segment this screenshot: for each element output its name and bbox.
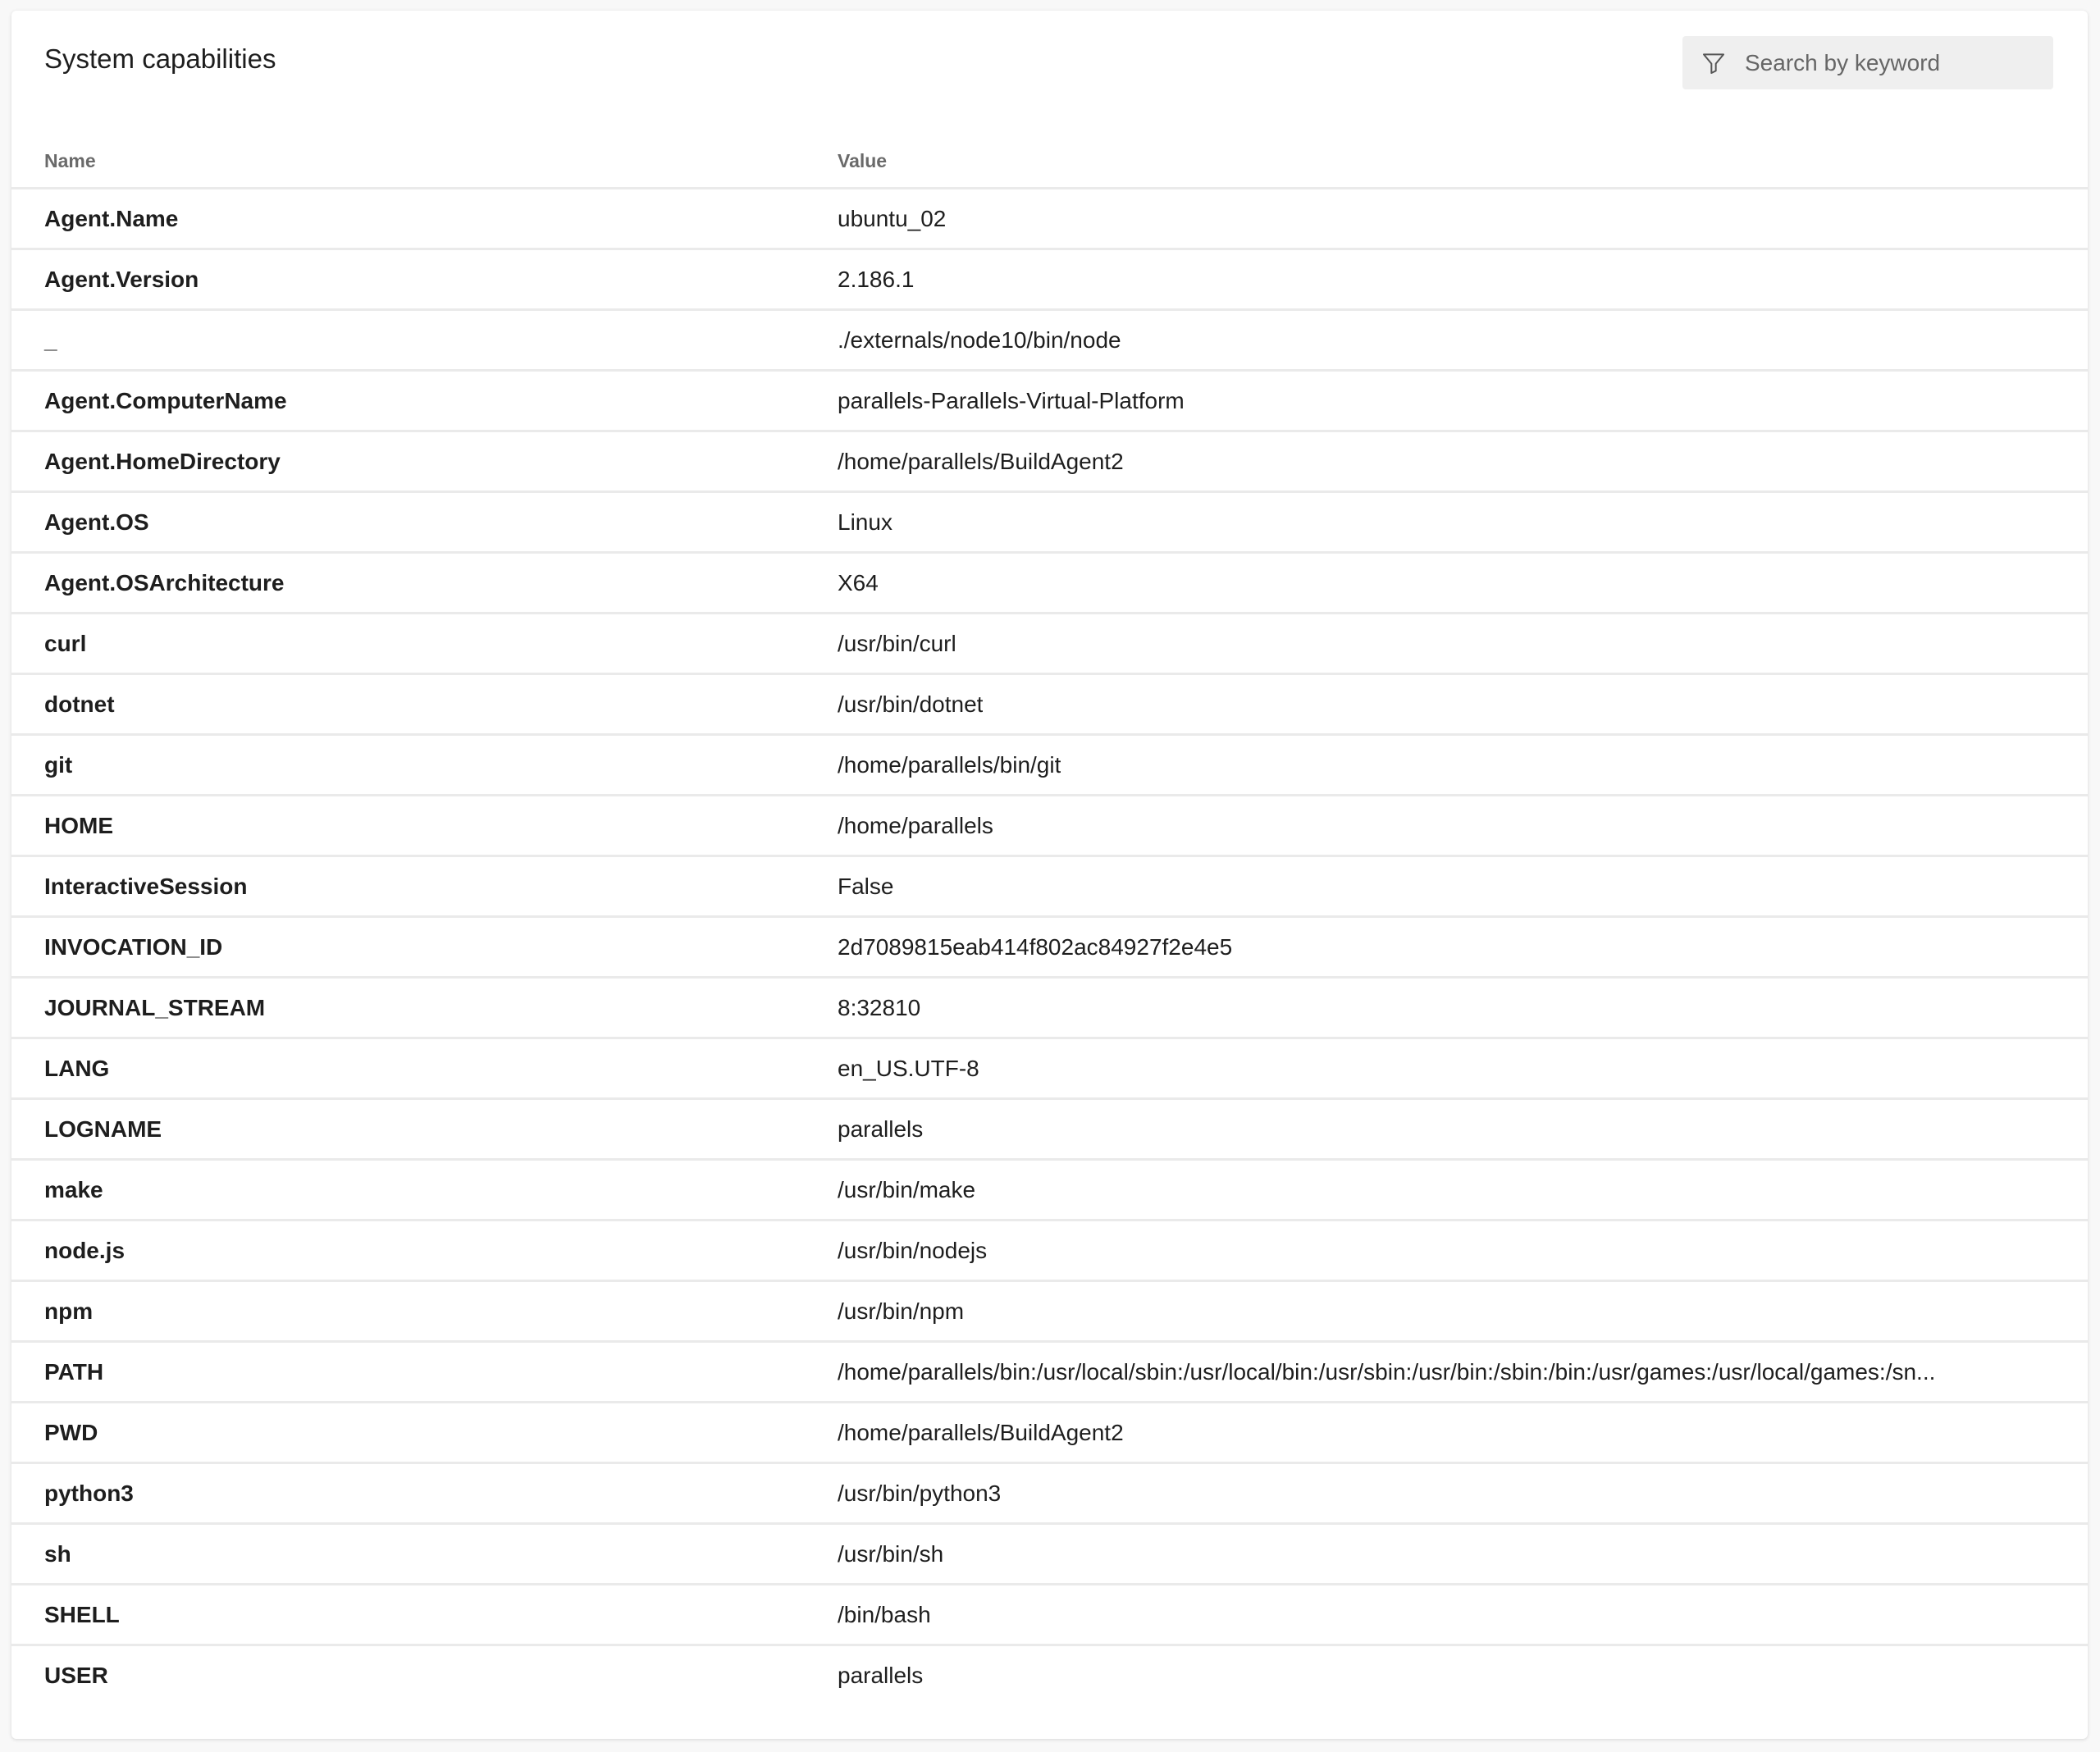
capability-name: python3: [44, 1481, 134, 1506]
capability-name: PWD: [44, 1420, 98, 1445]
capability-value: /usr/bin/make: [838, 1177, 976, 1202]
table-header: [11, 134, 2088, 189]
column-header-value[interactable]: Value: [838, 150, 888, 171]
table-row[interactable]: [11, 372, 2088, 432]
capability-value: 2d7089815eab414f802ac84927f2e4e5: [838, 934, 1233, 960]
capability-value: /usr/bin/npm: [838, 1298, 965, 1324]
capability-value: parallels-Parallels-Virtual-Platform: [838, 388, 1185, 413]
capability-name: sh: [44, 1541, 71, 1567]
table-row[interactable]: [11, 796, 2088, 857]
capability-name: Agent.Version: [44, 267, 199, 292]
capability-value: /home/parallels: [838, 813, 993, 838]
table-row[interactable]: [11, 311, 2088, 372]
table-row[interactable]: [11, 736, 2088, 796]
table-row[interactable]: [11, 189, 2088, 250]
table-row[interactable]: [11, 554, 2088, 614]
filter-icon: [1701, 50, 1727, 76]
capability-name: Agent.ComputerName: [44, 388, 287, 413]
capability-value: /home/parallels/bin/git: [838, 752, 1061, 778]
capability-value: /home/parallels/bin:/usr/local/sbin:/usr/local/bin:/usr/sbin:/usr/bin:/sbin:/bin:/usr/games:/usr/local/games:/sn...: [838, 1359, 1936, 1385]
table-row[interactable]: [11, 918, 2088, 979]
capability-value: Linux: [838, 509, 892, 535]
table-row[interactable]: [11, 1039, 2088, 1100]
capability-name: JOURNAL_STREAM: [44, 995, 266, 1020]
table-row[interactable]: [11, 250, 2088, 311]
capability-value: /bin/bash: [838, 1602, 931, 1627]
capability-name: Agent.OS: [44, 509, 149, 535]
table-row[interactable]: [11, 1646, 2088, 1704]
capabilities-table: [11, 189, 2088, 1704]
capability-value: /usr/bin/nodejs: [838, 1238, 988, 1263]
capability-name: npm: [44, 1298, 94, 1324]
column-header-name[interactable]: Name: [44, 150, 96, 171]
capability-value: en_US.UTF-8: [838, 1056, 979, 1081]
table-row[interactable]: [11, 1100, 2088, 1161]
capability-value: /usr/bin/curl: [838, 631, 956, 656]
capability-value: ubuntu_02: [838, 206, 947, 231]
capability-name: INVOCATION_ID: [44, 934, 223, 960]
capability-name: curl: [44, 631, 87, 656]
table-row[interactable]: [11, 675, 2088, 736]
table-row[interactable]: [11, 857, 2088, 918]
search-box[interactable]: [1682, 36, 2053, 89]
capability-value: /home/parallels/BuildAgent2: [838, 449, 1124, 474]
table-row[interactable]: [11, 1403, 2088, 1464]
capability-name: Agent.HomeDirectory: [44, 449, 281, 474]
table-row[interactable]: [11, 1464, 2088, 1525]
table-row[interactable]: [11, 1525, 2088, 1585]
table-row[interactable]: [11, 979, 2088, 1039]
capability-value: 8:32810: [838, 995, 921, 1020]
capability-value: X64: [838, 570, 879, 595]
capability-name: LOGNAME: [44, 1116, 162, 1142]
capability-name: _: [44, 327, 57, 353]
capability-value: /usr/bin/python3: [838, 1481, 1002, 1506]
table-row[interactable]: [11, 1343, 2088, 1403]
capability-value: ./externals/node10/bin/node: [838, 327, 1121, 353]
capability-value: 2.186.1: [838, 267, 915, 292]
table-row[interactable]: [11, 432, 2088, 493]
table-row[interactable]: [11, 1221, 2088, 1282]
table-row[interactable]: [11, 614, 2088, 675]
capabilities-panel: [11, 11, 2088, 1739]
capability-name: SHELL: [44, 1602, 120, 1627]
page-title: System capabilities: [44, 43, 276, 74]
capability-value: False: [838, 874, 894, 899]
capability-name: node.js: [44, 1238, 126, 1263]
capability-name: Agent.OSArchitecture: [44, 570, 285, 595]
capability-name: dotnet: [44, 691, 115, 717]
capability-name: InteractiveSession: [44, 874, 248, 899]
capability-name: PATH: [44, 1359, 104, 1385]
table-row[interactable]: [11, 493, 2088, 554]
capability-name: git: [44, 752, 73, 778]
search-input[interactable]: [1743, 49, 2042, 77]
table-row[interactable]: [11, 1282, 2088, 1343]
capability-value: parallels: [838, 1116, 924, 1142]
table-row[interactable]: [11, 1585, 2088, 1646]
capability-value: /home/parallels/BuildAgent2: [838, 1420, 1124, 1445]
capability-name: HOME: [44, 813, 113, 838]
capability-name: make: [44, 1177, 103, 1202]
capability-value: /usr/bin/dotnet: [838, 691, 984, 717]
capability-value: /usr/bin/sh: [838, 1541, 944, 1567]
table-row[interactable]: [11, 1161, 2088, 1221]
capability-name: USER: [44, 1663, 108, 1688]
capability-name: Agent.Name: [44, 206, 179, 231]
capability-name: LANG: [44, 1056, 110, 1081]
capability-value: parallels: [838, 1663, 924, 1688]
